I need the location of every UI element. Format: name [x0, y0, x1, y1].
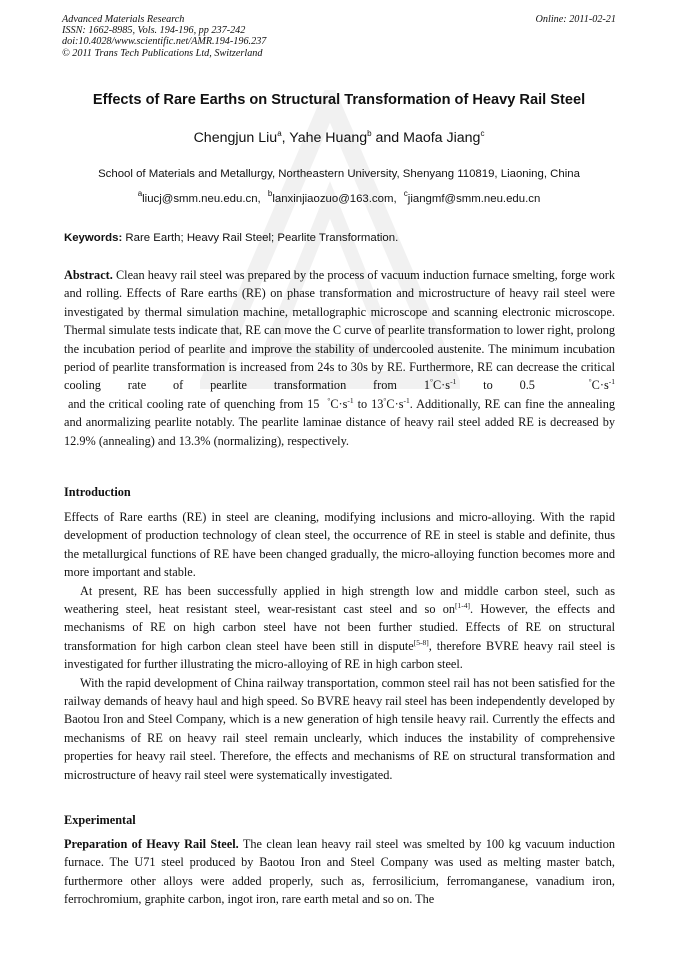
author-emails — [40, 189, 638, 205]
author-sup: b — [367, 129, 372, 138]
email-entry: $^b$lanxinjiaozuo@163.com, — [267, 189, 397, 205]
keywords-label: Keywords: — [64, 232, 123, 244]
author-sup: a — [277, 129, 282, 138]
doi-line: doi:10.4028/www.scientific.net/AMR.194-196.237 — [62, 36, 267, 48]
paragraph: With the rapid development of China railway transportation, common steel rail has not been satisfied for the railway demands of heavy haul and high speed. So BVRE heavy rail steel has been independently developed by Baotou Iron and Steel Company, which is a new generation of high tensile heavy rail. Currently the effects and mechanisms of RE on heavy rail steel remain unclearly, which induces the instability of comprehensive properties for heavy rail steel. Therefore, the effects and mechanisms of RE on structural transformation and microstructure of heavy rail steel were systematically investigated. — [64, 675, 615, 782]
section-heading-experimental: Experimental — [64, 813, 136, 827]
experimental-body: Preparation of Heavy Rail Steel. The clean lean heavy rail steel was smelted by 100 kg vacuum induction furnace. The U71 steel produced by Baotou Iron and Steel Company was used as melting master batch, furthermore other alloys were added properly, such as, ferrosilicium, ferromanganese, vanadium iron, ferrochromium, graphite carbon, ingot iron, rare earth metal and so on. The — [64, 837, 615, 907]
journal-header — [62, 14, 616, 59]
section-heading-introduction: Introduction — [64, 485, 131, 499]
email-entry: $^c$jiangmf@smm.neu.edu.cn — [403, 189, 541, 205]
author-list: Chengjun Liu$^a$, Yahe Huang$^b$ and Maofa Jiang$^c$ — [193, 129, 485, 146]
paper-title: Effects of Rare Earths on Structural Transformation of Heavy Rail Steel — [92, 92, 586, 108]
citation: [5-8] — [413, 637, 429, 647]
journal-name: Advanced Materials Research — [62, 14, 185, 25]
citation: [1-4] — [455, 601, 471, 611]
author-name: Chengjun Liu — [193, 130, 278, 146]
author-sup: c — [480, 129, 485, 138]
online-date: Online: 2011-02-21 — [535, 14, 616, 25]
introduction-body — [64, 508, 615, 784]
copyright-line: © 2011 Trans Tech Publications Ltd, Switzerland — [62, 47, 263, 59]
paragraph: Effects of Rare earths (RE) in steel are cleaning, modifying inclusions and micro-alloying. With the rapid development of production technology of clean steel, the occurrence of RE in steel is stable and definite, thus the metallurgical functions of RE have been changed gradually, the micro-alloying function becomes more and more important and stable. — [64, 510, 615, 580]
author-name: Yahe Huang — [289, 130, 368, 146]
keywords — [64, 232, 615, 244]
affiliation: School of Materials and Metallurgy, Northeastern University, Shenyang 110819, Liaoning, China — [98, 168, 580, 180]
issn-line: ISSN: 1662-8985, Vols. 194-196, pp 237-242 — [62, 25, 246, 37]
abstract-label: Abstract. — [64, 268, 113, 282]
author-name: Maofa Jiang — [403, 130, 481, 146]
abstract: Abstract. Clean heavy rail steel was prepared by the process of vacuum induction furnace smelting, forge work and rolling. Effects of Rare earths (RE) on phase transformation and microstructure of heavy rail steel were investigated by thermal simulation machine, metallographic microscope and scanning electronic microscope. Thermal simulate tests indicate that, RE can move the C curve of pearlite transformation to lower right, prolong the incubation period of pearlite and improve the stability of undercooled austenite. The minimum incubation period of pearlite transformation is increased from 24s to 30s by RE. Furthermore, RE can decrease the critical cooling rate of pearlite transformation from $1^\circ C\cdot s^{-1}$ to 0.5 $^\circ C\cdot s^{-1}$ and the critical cooling rate of quenching from 15 $^\circ C\cdot s^{-1}$ to $13^\circ C\cdot s^{-1}$. Additionally, RE can fine the annealing and anormalizing pearlite notably. The pearlite laminae distance of heavy rail steel added RE is decreased by 12.9% (annealing) and 13.3% (normalizing), respectively. — [64, 268, 615, 448]
subsection-label: Preparation of Heavy Rail Steel. — [64, 837, 239, 851]
email-entry: $^a$liucj@smm.neu.edu.cn, — [137, 189, 261, 205]
keywords-text: Rare Earth; Heavy Rail Steel; Pearlite Transformation. — [125, 232, 399, 244]
paragraph: At present, RE has been successfully applied in high strength low and middle carbon steel, such as weathering steel, heat resistant steel, wear-resistant cast steel and so on[1-4]. However, the effects and mechanisms of RE on high carbon steel have not been further studied. Effects of RE on structural transformation for high carbon clean steel have been still in dispute[5-8], therefore BVRE heavy rail steel is investigated for further illustrating the micro-alloying of RE in high carbon steel. — [64, 583, 616, 672]
